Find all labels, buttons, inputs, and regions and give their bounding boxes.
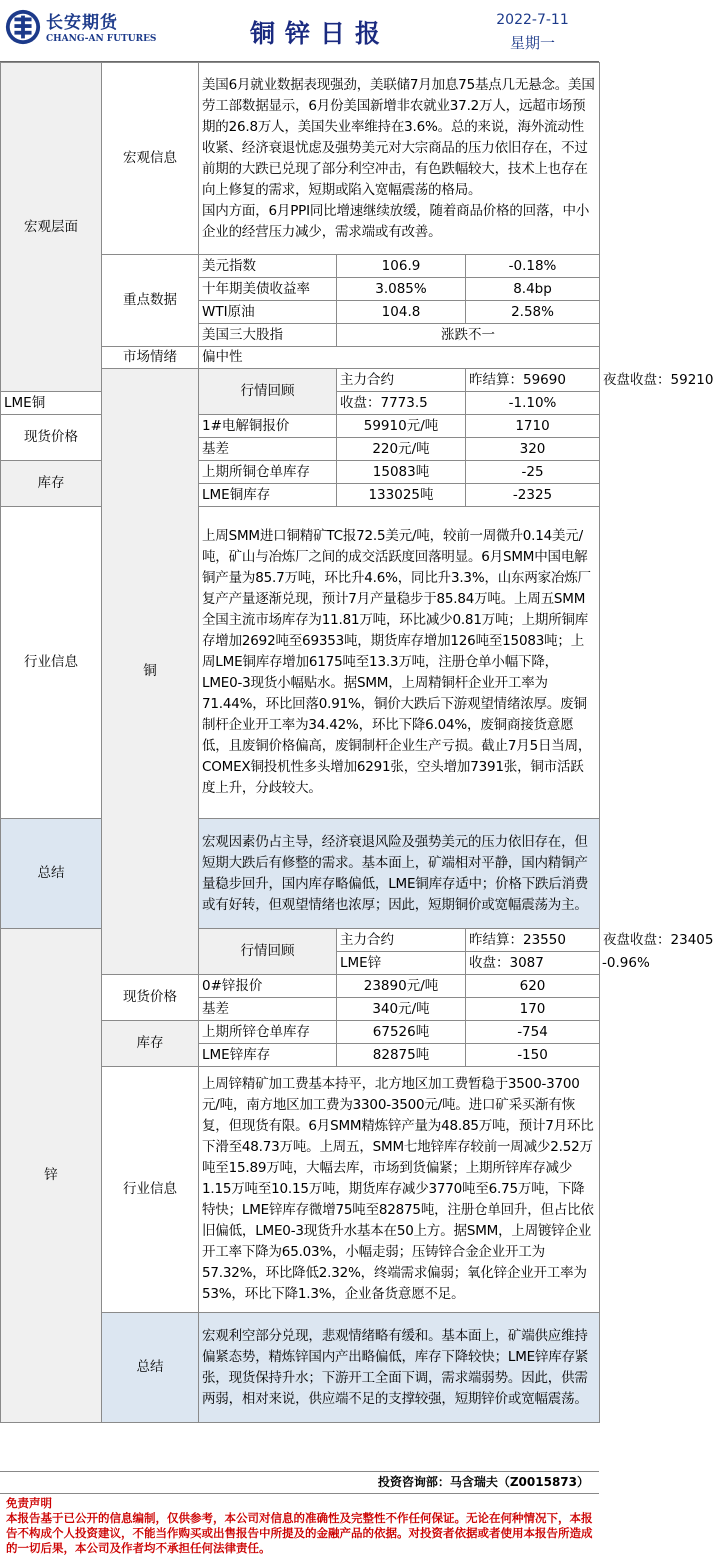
key-data-label: 重点数据 bbox=[102, 255, 199, 347]
copper-spot-change: 1710 bbox=[466, 415, 600, 438]
sentiment-label: 市场情绪 bbox=[102, 347, 199, 369]
macro-info-text bbox=[199, 63, 600, 255]
company-logo bbox=[4, 4, 157, 56]
report-date: 2022-7-11 bbox=[496, 12, 569, 28]
key-data-name: 十年期美债收益率 bbox=[199, 278, 337, 301]
copper-spot-label: 现货价格 bbox=[1, 415, 102, 461]
report-table bbox=[0, 62, 713, 1423]
copper-industry-text: 上周SMM进口铜精矿TC报72.5美元/吨，较前一周微升0.14美元/吨，矿山与冶炼厂之间的成交活跃度回落明显。6月SMM中国电解铜产量为85.7万吨，环比升4.6%，同比升3.3%，山东两家冶炼厂复产产量逐渐兑现，预计7月产量稳步于85.84万吨。上周五SMM全国主流市场库存为11.81万吨，环比减少0.81万吨；上期所铜库存增加2692吨至69353吨，期货库存增加126吨至15083吨；上周LME铜库存增加6175吨至13.3万吨，注册仓单小幅下降，LME0-3现货小幅贴水。据SMM，上周精铜杆企业开工率为71.44%，环比回落0.91%，铜价大跌后下游观望情绪浓厚。废铜制杆企业开工率为34.42%，环比下降6.04%，废铜商接货意愿低，且废铜价格偏高，废铜制杆企业生产亏损。截止7月5日当周，COMEX铜投机性多头增加6291张，空头增加7391张，铜市活跃度上升，分歧较大。 bbox=[199, 507, 600, 819]
copper-spot-name: 1#电解铜报价 bbox=[199, 415, 337, 438]
key-data-value: 104.8 bbox=[337, 301, 466, 324]
copper-shfe-stock-row bbox=[1, 461, 600, 484]
copper-industry-label: 行业信息 bbox=[1, 507, 102, 819]
copper-basis-change: 320 bbox=[466, 438, 600, 461]
copper-lme-close: 收盘：7773.5 bbox=[337, 392, 466, 415]
macro-info-para-2: 国内方面，6月PPI同比增速继续放缓，随着商品价格的回落，中小企业的经营压力减少，需求端或有改善。 bbox=[202, 202, 590, 240]
macro-info-label: 宏观信息 bbox=[102, 63, 199, 255]
copper-summary-row bbox=[1, 819, 600, 929]
key-data-change: 8.4bp bbox=[466, 278, 600, 301]
zinc-shfe-change: -754 bbox=[466, 1021, 600, 1044]
copper-summary-label: 总结 bbox=[1, 819, 102, 929]
copper-lme-change: -1.10% bbox=[466, 392, 600, 415]
copper-lmestock-change: -2325 bbox=[466, 484, 600, 507]
zinc-summary-text: 宏观利空部分兑现，悲观情绪略有缓和。基本面上，矿端供应维持偏紧态势，精炼锌国内产出略偏低，库存下降较快；LME锌库存紧张，现货保持升水；下游开工全面下调，需求端弱势。因此，供需两弱，相对来说，供应端不足的支撑较强，短期锌价或宽幅震荡。 bbox=[199, 1313, 600, 1423]
copper-spot-row bbox=[1, 415, 600, 438]
key-data-name: 美元指数 bbox=[199, 255, 337, 278]
report-header bbox=[0, 0, 599, 62]
stock-index-value: 涨跌不一 bbox=[337, 324, 600, 347]
zinc-review-label: 行情回顾 bbox=[199, 929, 337, 975]
zinc-stock-label: 库存 bbox=[102, 1021, 199, 1067]
copper-industry-row bbox=[1, 507, 600, 819]
zinc-industry-label: 行业信息 bbox=[102, 1067, 199, 1313]
key-data-value: 106.9 bbox=[337, 255, 466, 278]
zinc-lmestock-change: -150 bbox=[466, 1044, 600, 1067]
key-data-change: 2.58% bbox=[466, 301, 600, 324]
copper-lme-name: LME铜 bbox=[1, 392, 102, 415]
copper-shfe-value: 15083吨 bbox=[337, 461, 466, 484]
copper-spot-price: 59910元/吨 bbox=[337, 415, 466, 438]
zinc-lmestock-name: LME锌库存 bbox=[199, 1044, 337, 1067]
logo-en-text: CHANG-AN FUTURES bbox=[46, 34, 157, 44]
copper-summary-text: 宏观因素仍占主导，经济衰退风险及强势美元的压力依旧存在，但短期大跌后有修整的需求。基本面上，矿端相对平静，国内精铜产量稳步回升，国内库存略偏低，LME铜库存适中；价格下跌后消费或有好转，但观望情绪也浓厚；因此，短期铜价或宽幅震荡为主。 bbox=[199, 819, 600, 929]
sentiment-value: 偏中性 bbox=[199, 347, 600, 369]
copper-review-row: 铜 行情回顾 主力合约 昨结算：59690 夜盘收盘：59210 bbox=[1, 369, 600, 392]
company-logo-icon bbox=[4, 8, 42, 46]
zinc-basis-name: 基差 bbox=[199, 998, 337, 1021]
copper-basis-name: 基差 bbox=[199, 438, 337, 461]
zinc-lme-name: LME锌 bbox=[337, 952, 466, 975]
copper-review-label: 行情回顾 bbox=[199, 369, 337, 415]
zinc-basis-value: 340元/吨 bbox=[337, 998, 466, 1021]
zinc-basis-change: 170 bbox=[466, 998, 600, 1021]
zinc-spot-name: 0#锌报价 bbox=[199, 975, 337, 998]
copper-shfe-change: -25 bbox=[466, 461, 600, 484]
disclaimer-title: 免责声明 bbox=[6, 1496, 52, 1510]
report-title: 铜锌日报 bbox=[249, 19, 390, 48]
zinc-lmestock-value: 82875吨 bbox=[337, 1044, 466, 1067]
stock-index-name: 美国三大股指 bbox=[199, 324, 337, 347]
copper-section-label: 铜 bbox=[102, 369, 199, 975]
copper-stock-label: 库存 bbox=[1, 461, 102, 507]
key-data-change: -0.18% bbox=[466, 255, 600, 278]
zinc-main-contract: 主力合约 bbox=[337, 929, 466, 952]
zinc-summary-label: 总结 bbox=[102, 1313, 199, 1423]
macro-section-label: 宏观层面 bbox=[1, 63, 102, 392]
zinc-review-row: 锌 行情回顾 主力合约 昨结算：23550 夜盘收盘：23405 bbox=[1, 929, 600, 952]
zinc-spot-price: 23890元/吨 bbox=[337, 975, 466, 998]
copper-basis-value: 220元/吨 bbox=[337, 438, 466, 461]
consultant-line: 投资咨询部：马含瑞夫（Z0015873） bbox=[0, 1471, 599, 1491]
copper-settle: 昨结算：59690 bbox=[466, 369, 600, 392]
zinc-lme-row: LME锌 收盘：3087 -0.96% bbox=[1, 952, 600, 975]
disclaimer-block bbox=[0, 1493, 599, 1557]
zinc-industry-text: 上周锌精矿加工费基本持平，北方地区加工费暂稳于3500-3700元/吨，南方地区加工费为3300-3500元/吨。进口矿采买渐有恢复，但现货有限。6月SMM精炼锌产量为48.85万吨，预计7月环比下滑至48.73万吨。上周五，SMM七地锌库存较前一周减少2.52万吨至15.89万吨，大幅去库，市场到货偏紧；上期所锌库存减少1.15万吨至10.15万吨，期货库存减少3770吨至6.75万吨，下降特快；LME锌库存微增75吨至82875吨，注册仓单回升，但占比依旧偏低，LME0-3现货升水基本在50上方。据SMM，上周镀锌企业开工率下降为65.03%，小幅走弱；压铸锌合金企业开工为57.32%，环比降低2.32%，终端需求偏弱；氧化锌企业开工率为53%，环比下降1.3%，企业备货意愿不足。 bbox=[199, 1067, 600, 1313]
zinc-settle: 昨结算：23550 bbox=[466, 929, 600, 952]
macro-info-para-1: 美国6月就业数据表现强劲，美联储7月加息75基点几无悬念。美国劳工部数据显示，6月份美国新增非农就业37.2万人，远超市场预期的26.8万人，美国失业率维持在3.6%。总的来说，海外流动性收紧、经济衰退忧虑及强势美元对大宗商品的压力依旧存在，不过前期的大跌已兑现了部分利空冲击，有色跌幅较大，技术上也存在向上修复的需求，短期或陷入宽幅震荡的格局。 bbox=[202, 76, 595, 198]
key-data-name: WTI原油 bbox=[199, 301, 337, 324]
key-data-value: 3.085% bbox=[337, 278, 466, 301]
zinc-section-label: 锌 bbox=[1, 929, 102, 1423]
logo-cn-text: 长安期货 bbox=[46, 13, 118, 33]
copper-lmestock-name: LME铜库存 bbox=[199, 484, 337, 507]
zinc-shfe-value: 67526吨 bbox=[337, 1021, 466, 1044]
report-weekday: 星期一 bbox=[509, 34, 555, 52]
copper-main-contract: 主力合约 bbox=[337, 369, 466, 392]
copper-shfe-name: 上期所铜仓单库存 bbox=[199, 461, 337, 484]
zinc-lme-close: 收盘：3087 bbox=[466, 952, 600, 975]
copper-lmestock-value: 133025吨 bbox=[337, 484, 466, 507]
macro-info-row bbox=[1, 63, 600, 255]
disclaimer-text: 本报告基于已公开的信息编制，仅供参考，本公司对信息的准确性及完整性不作任何保证。无论在何种情况下，本报告不构成个人投资建议，不能当作购买或出售报告中所提及的金融产品的依据。对投资者依据或者使用本报告所造成的一切后果，本公司及作者均不承担任何法律责任。 bbox=[6, 1511, 593, 1555]
zinc-spot-change: 620 bbox=[466, 975, 600, 998]
zinc-spot-label: 现货价格 bbox=[102, 975, 199, 1021]
zinc-shfe-name: 上期所锌仓单库存 bbox=[199, 1021, 337, 1044]
